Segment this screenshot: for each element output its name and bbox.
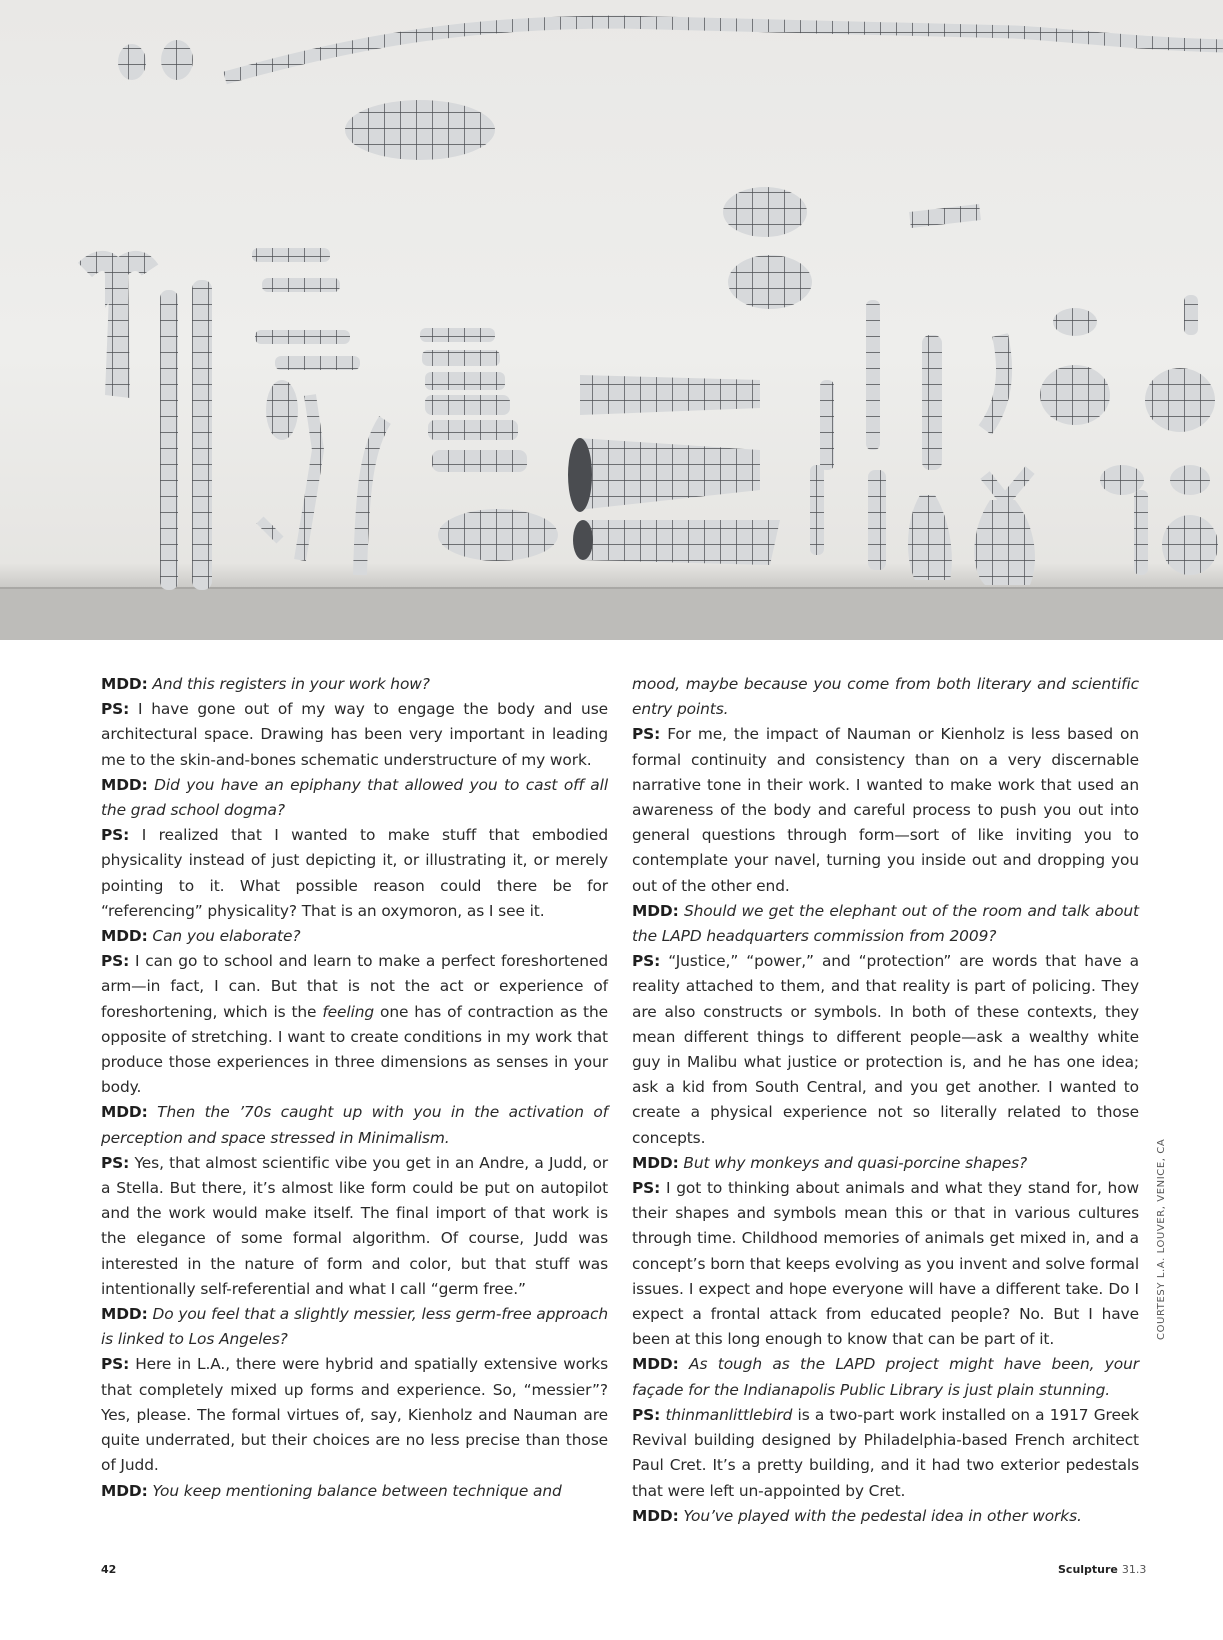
- speaker-label: MDD:: [632, 1153, 679, 1172]
- qa-paragraph: [101, 823, 608, 924]
- question-text: You’ve played with the pedestal idea in other works.: [683, 1506, 1082, 1525]
- question-text: You keep mentioning balance between technique and: [152, 1481, 562, 1500]
- speaker-label: PS:: [632, 1405, 661, 1424]
- answer-text: I realized that I wanted to make stuff that embodied physicality instead of just depicting it, or illustrating it, or merely pointing to it. What possible reason could there be for “referencing” physicality? That is an oxymoron, as I see it.: [101, 826, 608, 920]
- issue-number: 31.3: [1121, 1563, 1147, 1576]
- speaker-label: MDD:: [632, 1506, 679, 1525]
- question-text: And this registers in your work how?: [152, 675, 430, 693]
- answer-text: “Justice,” “power,” and “protection” are words that have a reality attached to them, and that reality is part of policing. They are also constructs or symbols. In both of these contexts, they mean different things to different people—ask a wealthy white guy in Malibu what justice or protection is, and he has one idea; ask a kid from South Central, and you get another. I wanted to create a physical experience not so literally related to those concepts.: [632, 952, 1139, 1147]
- speaker-label: PS:: [101, 1153, 130, 1172]
- speaker-label: MDD:: [632, 1355, 679, 1374]
- emphasis-text: feeling: [322, 1002, 375, 1021]
- question-text: Should we get the elephant out of the room and talk about the LAPD headquarters commission from 2009?: [632, 901, 1139, 946]
- qa-paragraph: [632, 1403, 1139, 1504]
- speaker-label: MDD:: [101, 1103, 148, 1122]
- qa-paragraph: [101, 697, 608, 773]
- answer-text: one has of contraction as the opposite of stretching. I want to create conditions in my work that produce those experiences in three dimensions as senses in your body.: [101, 1002, 609, 1097]
- speaker-label: MDD:: [101, 927, 148, 946]
- question-text: Do you feel that a slightly messier, less germ-free approach is linked to Los Angeles?: [101, 1305, 608, 1349]
- answer-text: Yes, that almost scientific vibe you get in an Andre, a Judd, or a Stella. But there, it’s almost like form could be put on autopilot and the work would make itself. The final import of that work is the elegance of some formal algorithm. Of course, Judd was interested in the nature of form and color, but that stuff was intentionally self-referential and what I call “germ free.”: [101, 1153, 609, 1298]
- speaker-label: PS:: [632, 725, 661, 744]
- question-text: Can you elaborate?: [152, 927, 301, 946]
- qa-paragraph: [632, 1176, 1139, 1352]
- speaker-label: PS:: [632, 1179, 661, 1198]
- question-text: Then the ’70s caught up with you in the activation of perception and space stressed in Minimalism.: [101, 1103, 609, 1147]
- speaker-label: MDD:: [632, 901, 679, 920]
- photo-illustration: [0, 0, 1223, 640]
- qa-paragraph: [101, 1302, 608, 1352]
- speaker-label: PS:: [101, 1355, 130, 1374]
- magazine-folio: [1058, 1563, 1146, 1576]
- question-text: As tough as the LAPD project might have been, your façade for the Indianapolis Public Library is just plain stunning.: [632, 1355, 1139, 1399]
- left-column: [101, 672, 608, 1504]
- qa-paragraph: [101, 1479, 608, 1504]
- sculpture-installation-photo: [0, 0, 1223, 640]
- qa-paragraph: [101, 924, 608, 949]
- magazine-name: Sculpture: [1058, 1563, 1118, 1576]
- speaker-label: MDD:: [101, 675, 148, 693]
- speaker-label: PS:: [101, 700, 130, 719]
- speaker-label: PS:: [101, 826, 130, 845]
- qa-paragraph: [632, 722, 1139, 898]
- artwork-title: thinmanlittlebird: [665, 1405, 793, 1424]
- answer-text: I got to thinking about animals and what they stand for, how their shapes and symbols mean this or that in various cultures through time. Childhood memories of animals get mixed in, and a concept’s born that keeps evolving as you invent and solve formal issues. I expect and hope everyone will have a different take. Do I expect a frontal attack from educated people? No. But I have been at this long enough to know that can be part of it.: [632, 1179, 1140, 1349]
- answer-text: is a two-part work installed on a 1917 Greek Revival building designed by Philadelphia-based French architect Paul Cret. It’s a pretty building, and it had two exterior pedestals that were left un-appointed by Cret.: [632, 1405, 1139, 1500]
- answer-text: Here in L.A., there were hybrid and spatially extensive works that completely mixed up forms and experience. So, “messier”? Yes, please. The formal virtues of, say, Kienholz and Nauman are quite underrated, but their choices are no less precise than those of Judd.: [101, 1355, 609, 1475]
- qa-paragraph: [632, 672, 1139, 722]
- photo-credit: COURTESY L.A. LOUVER, VENICE, CA: [1156, 1138, 1167, 1340]
- speaker-label: MDD:: [101, 1305, 148, 1324]
- qa-paragraph: [101, 1151, 608, 1302]
- question-text: Did you have an epiphany that allowed you to cast off all the grad school dogma?: [101, 775, 608, 820]
- right-column: [632, 672, 1139, 1529]
- answer-text: I can go to school and learn to make a perfect foreshortened arm—in fact, I can. But that is not the act or experience of foreshortening, which is the: [101, 952, 608, 1021]
- qa-paragraph: [632, 1151, 1139, 1176]
- qa-paragraph: [632, 1352, 1139, 1402]
- qa-paragraph: [632, 1504, 1139, 1529]
- speaker-label: PS:: [101, 952, 130, 971]
- speaker-label: PS:: [632, 952, 661, 971]
- qa-paragraph: [632, 949, 1139, 1151]
- question-text: But why monkeys and quasi-porcine shapes?: [683, 1153, 1028, 1172]
- answer-text: For me, the impact of Nauman or Kienholz is less based on formal continuity and consistency than on a very discernable narrative tone in their work. I wanted to make work that used an awareness of the body and careful process to push you out into general questions through form—sort of like inviting you to contemplate your navel, turning you inside out and dropping you out of the other end.: [632, 725, 1139, 895]
- qa-paragraph: [632, 899, 1139, 949]
- speaker-label: MDD:: [101, 1481, 148, 1500]
- page-number: 42: [101, 1563, 117, 1576]
- question-text: mood, maybe because you come from both literary and scientific entry points.: [632, 675, 1139, 719]
- speaker-label: MDD:: [101, 775, 148, 794]
- qa-paragraph: [101, 949, 608, 1100]
- qa-paragraph: [101, 1100, 608, 1150]
- qa-paragraph: [101, 773, 608, 823]
- qa-paragraph: [101, 1352, 608, 1478]
- qa-paragraph: [101, 672, 608, 697]
- answer-text: I have gone out of my way to engage the body and use architectural space. Drawing has been very important in leading me to the skin-and-bones schematic understructure of my work.: [101, 700, 608, 769]
